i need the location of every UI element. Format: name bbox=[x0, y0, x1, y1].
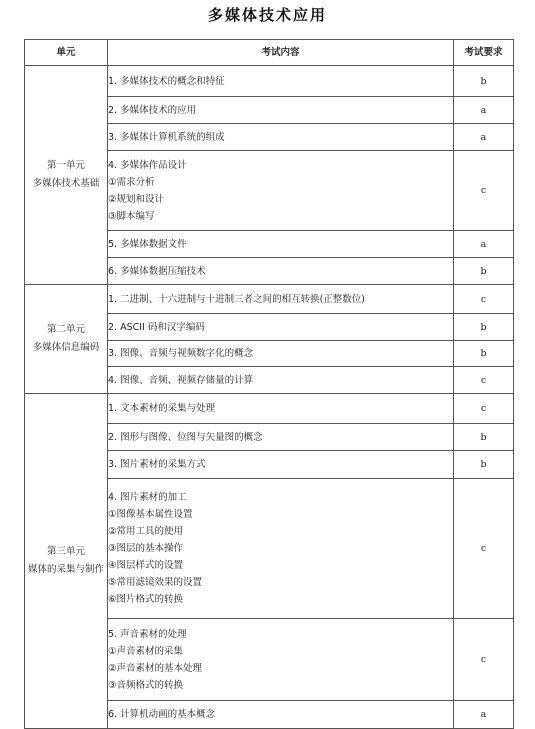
content-item: 3. 多媒体计算机系统的组成 bbox=[108, 131, 225, 143]
content-subitem: ②声音素材的基本处理 bbox=[108, 662, 203, 674]
content-item: 3. 图片素材的采集方式 bbox=[108, 459, 206, 470]
content-item: 1. 文本素材的采集与处理 bbox=[108, 403, 216, 414]
content-subitem: ①声音素材的采集 bbox=[108, 645, 184, 657]
content-cell bbox=[108, 151, 454, 231]
content-item: 2. 图形与图像、位图与矢量图的概念 bbox=[108, 431, 263, 443]
content-item: 3. 图像、音频与视频数字化的概念 bbox=[108, 348, 254, 359]
content-subitem: ③脚本编写 bbox=[108, 210, 155, 222]
page-title: 多媒体技术应用 bbox=[207, 6, 327, 24]
content-cell bbox=[108, 619, 454, 701]
content-subitem: ④图层样式的设置 bbox=[108, 560, 184, 571]
content-cell bbox=[108, 258, 454, 285]
content-cell bbox=[108, 451, 454, 479]
header-unit: 单元 bbox=[25, 40, 108, 66]
header-content: 考试内容 bbox=[108, 40, 454, 66]
content-item: 4. 图片素材的加工 bbox=[108, 492, 187, 503]
requirement-level: b bbox=[454, 424, 514, 451]
content-subitem: ③音频格式的转换 bbox=[108, 679, 184, 691]
content-item: 6. 多媒体数据压缩技术 bbox=[108, 265, 206, 277]
content-item: 2. ASCII 码和汉字编码 bbox=[108, 321, 205, 333]
content-subitem: ①图像基本属性设置 bbox=[108, 509, 193, 520]
content-cell bbox=[108, 66, 454, 97]
unit-name: 多媒体技术基础 bbox=[32, 178, 100, 189]
content-item: 5. 多媒体数据文件 bbox=[108, 238, 187, 250]
content-subitem: ⑤常用滤镜效果的设置 bbox=[108, 577, 203, 588]
exam-requirements-table bbox=[24, 39, 514, 729]
content-subitem: ②常用工具的使用 bbox=[108, 526, 184, 537]
content-cell bbox=[108, 231, 454, 258]
content-item: 1. 二进制、十六进制与十进制三者之间的相互转换(正整数位) bbox=[108, 293, 365, 305]
content-cell bbox=[108, 479, 454, 619]
unit-name: 第二单元 bbox=[46, 324, 85, 335]
content-item: 1. 多媒体技术的概念和特征 bbox=[108, 75, 225, 87]
requirement-level: b bbox=[454, 451, 514, 479]
unit-name: 多媒体信息编码 bbox=[32, 342, 100, 353]
unit-name: 第一单元 bbox=[46, 160, 85, 171]
requirement-level: b bbox=[454, 314, 514, 341]
table-row bbox=[25, 66, 514, 97]
content-cell bbox=[108, 701, 454, 729]
content-cell bbox=[108, 367, 454, 394]
requirement-level: b bbox=[454, 341, 514, 367]
content-cell bbox=[108, 285, 454, 314]
requirement-level: a bbox=[454, 701, 514, 729]
content-cell bbox=[108, 97, 454, 124]
requirement-level: b bbox=[454, 66, 514, 97]
unit-name: 第三单元 bbox=[46, 546, 85, 557]
content-item: 4. 多媒体作品设计 bbox=[108, 159, 187, 171]
content-item: 5. 声音素材的处理 bbox=[108, 628, 187, 640]
requirement-level: a bbox=[454, 231, 514, 258]
unit-cell bbox=[25, 285, 108, 394]
content-subitem: ②规划和设计 bbox=[108, 193, 165, 205]
table-row bbox=[25, 285, 514, 314]
content-cell bbox=[108, 424, 454, 451]
unit-cell bbox=[25, 66, 108, 285]
content-cell bbox=[108, 341, 454, 367]
content-subitem: ③图层的基本操作 bbox=[108, 543, 184, 554]
unit-name: 媒体的采集与制作 bbox=[27, 564, 104, 575]
content-item: 2. 多媒体技术的应用 bbox=[108, 104, 197, 116]
requirement-level: a bbox=[454, 124, 514, 151]
table-header-row bbox=[25, 40, 514, 66]
unit-cell bbox=[25, 394, 108, 729]
requirement-level: c bbox=[454, 479, 514, 619]
requirement-level: a bbox=[454, 97, 514, 124]
header-requirement: 考试要求 bbox=[454, 40, 514, 66]
content-cell bbox=[108, 314, 454, 341]
content-subitem: ①需求分析 bbox=[108, 176, 155, 188]
requirement-level: c bbox=[454, 367, 514, 394]
content-item: 4. 图像、音频、视频存储量的计算 bbox=[108, 374, 254, 386]
content-subitem: ⑥图片格式的转换 bbox=[108, 594, 184, 605]
content-item: 6. 计算机动画的基本概念 bbox=[108, 709, 216, 720]
content-cell bbox=[108, 394, 454, 424]
requirement-level: b bbox=[454, 258, 514, 285]
table-row bbox=[25, 394, 514, 424]
requirement-level: c bbox=[454, 619, 514, 701]
content-cell bbox=[108, 124, 454, 151]
requirement-level: c bbox=[454, 285, 514, 314]
requirement-level: c bbox=[454, 151, 514, 231]
requirement-level: c bbox=[454, 394, 514, 424]
